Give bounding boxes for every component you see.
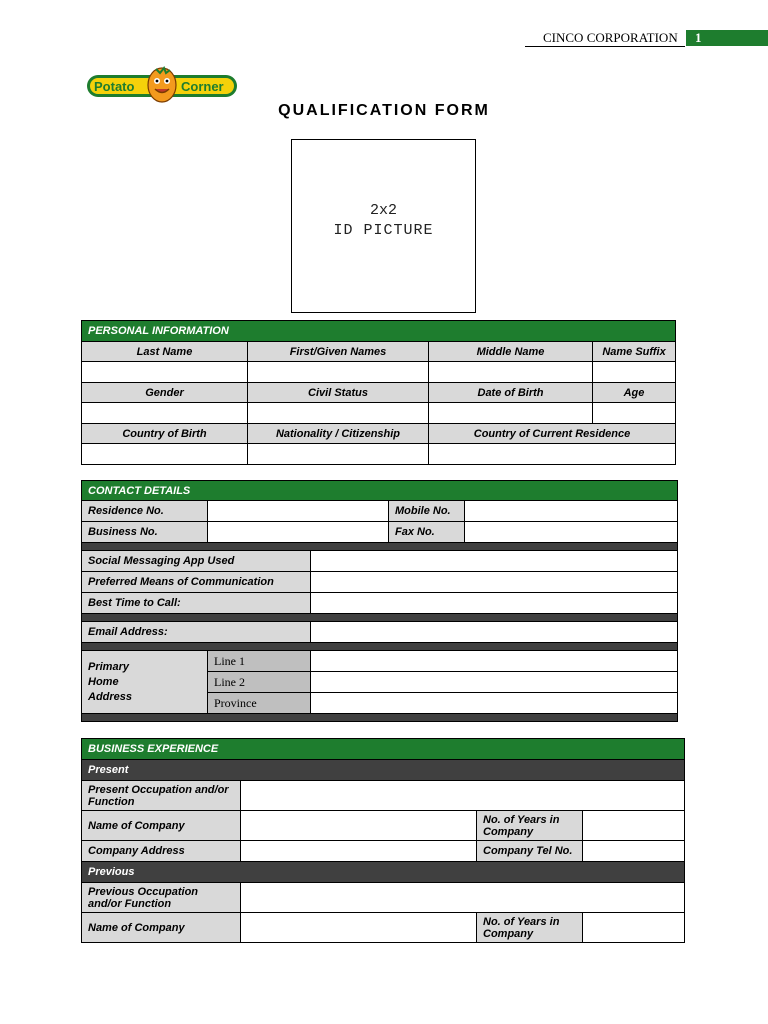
company-address-field[interactable] (241, 841, 477, 862)
previous-occupation-label: Previous Occupation and/or Function (82, 883, 241, 913)
last-name-field[interactable] (82, 362, 248, 383)
first-name-field[interactable] (248, 362, 429, 383)
fax-no-field[interactable] (465, 522, 678, 543)
date-of-birth-field[interactable] (429, 403, 593, 424)
previous-occupation-field[interactable] (241, 883, 685, 913)
province-label: Province (208, 693, 311, 714)
last-name-label: Last Name (82, 342, 248, 362)
residence-no-label: Residence No. (82, 501, 208, 522)
mobile-no-label: Mobile No. (389, 501, 465, 522)
company-name: CINCO CORPORATION (543, 30, 678, 45)
prev-company-name-label: Name of Company (82, 913, 241, 943)
preferred-means-label: Preferred Means of Communication (82, 572, 311, 593)
date-of-birth-label: Date of Birth (429, 383, 593, 403)
logo-word-right: Corner (181, 79, 224, 94)
age-label: Age (593, 383, 676, 403)
section-divider (82, 543, 678, 551)
email-label: Email Address: (82, 622, 311, 643)
present-subheading: Present (82, 760, 685, 781)
nationality-label: Nationality / Citizenship (248, 424, 429, 444)
business-no-label: Business No. (82, 522, 208, 543)
page-number: 1 (686, 30, 768, 46)
middle-name-field[interactable] (429, 362, 593, 383)
country-of-birth-label: Country of Birth (82, 424, 248, 444)
header-rule (525, 46, 685, 47)
fax-no-label: Fax No. (389, 522, 465, 543)
social-app-field[interactable] (311, 551, 678, 572)
prev-company-name-field[interactable] (241, 913, 477, 943)
business-experience-heading: BUSINESS EXPERIENCE (82, 739, 685, 760)
country-residence-field[interactable] (429, 444, 676, 465)
section-divider (82, 614, 678, 622)
best-time-field[interactable] (311, 593, 678, 614)
name-suffix-field[interactable] (593, 362, 676, 383)
address-line2-field[interactable] (311, 672, 678, 693)
gender-label: Gender (82, 383, 248, 403)
first-name-label: First/Given Names (248, 342, 429, 362)
address-line2-label: Line 2 (208, 672, 311, 693)
country-of-birth-field[interactable] (82, 444, 248, 465)
prev-years-in-company-label: No. of Years in Company (477, 913, 583, 943)
personal-information-table (81, 320, 676, 465)
home-address-label: Primary Home Address (82, 651, 208, 714)
name-suffix-label: Name Suffix (593, 342, 676, 362)
personal-info-heading: PERSONAL INFORMATION (82, 321, 676, 342)
section-divider (82, 643, 678, 651)
section-divider (82, 714, 678, 722)
nationality-field[interactable] (248, 444, 429, 465)
gender-field[interactable] (82, 403, 248, 424)
potato-corner-logo (86, 66, 238, 104)
years-in-company-label: No. of Years in Company (477, 811, 583, 841)
company-address-label: Company Address (82, 841, 241, 862)
contact-details-heading: CONTACT DETAILS (82, 481, 678, 501)
previous-subheading: Previous (82, 862, 685, 883)
business-experience-table (81, 738, 685, 943)
prev-years-in-company-field[interactable] (583, 913, 685, 943)
business-no-field[interactable] (208, 522, 389, 543)
best-time-label: Best Time to Call: (82, 593, 311, 614)
civil-status-label: Civil Status (248, 383, 429, 403)
address-line1-field[interactable] (311, 651, 678, 672)
residence-no-field[interactable] (208, 501, 389, 522)
logo-word-left: Potato (94, 79, 135, 94)
present-occupation-field[interactable] (241, 781, 685, 811)
years-in-company-field[interactable] (583, 811, 685, 841)
company-name-label: Name of Company (82, 811, 241, 841)
company-tel-field[interactable] (583, 841, 685, 862)
preferred-means-field[interactable] (311, 572, 678, 593)
company-tel-label: Company Tel No. (477, 841, 583, 862)
photo-caption: ID PICTURE (333, 222, 434, 239)
company-name-field[interactable] (241, 811, 477, 841)
id-picture-box[interactable] (291, 139, 476, 313)
country-residence-label: Country of Current Residence (429, 424, 676, 444)
form-title: QUALIFICATION FORM (278, 102, 490, 119)
social-app-label: Social Messaging App Used (82, 551, 311, 572)
present-occupation-label: Present Occupation and/or Function (82, 781, 241, 811)
email-field[interactable] (311, 622, 678, 643)
province-field[interactable] (311, 693, 678, 714)
civil-status-field[interactable] (248, 403, 429, 424)
mobile-no-field[interactable] (465, 501, 678, 522)
address-line1-label: Line 1 (208, 651, 311, 672)
age-field[interactable] (593, 403, 676, 424)
contact-details-table (81, 480, 678, 722)
middle-name-label: Middle Name (429, 342, 593, 362)
photo-size-label: 2x2 (369, 202, 397, 219)
